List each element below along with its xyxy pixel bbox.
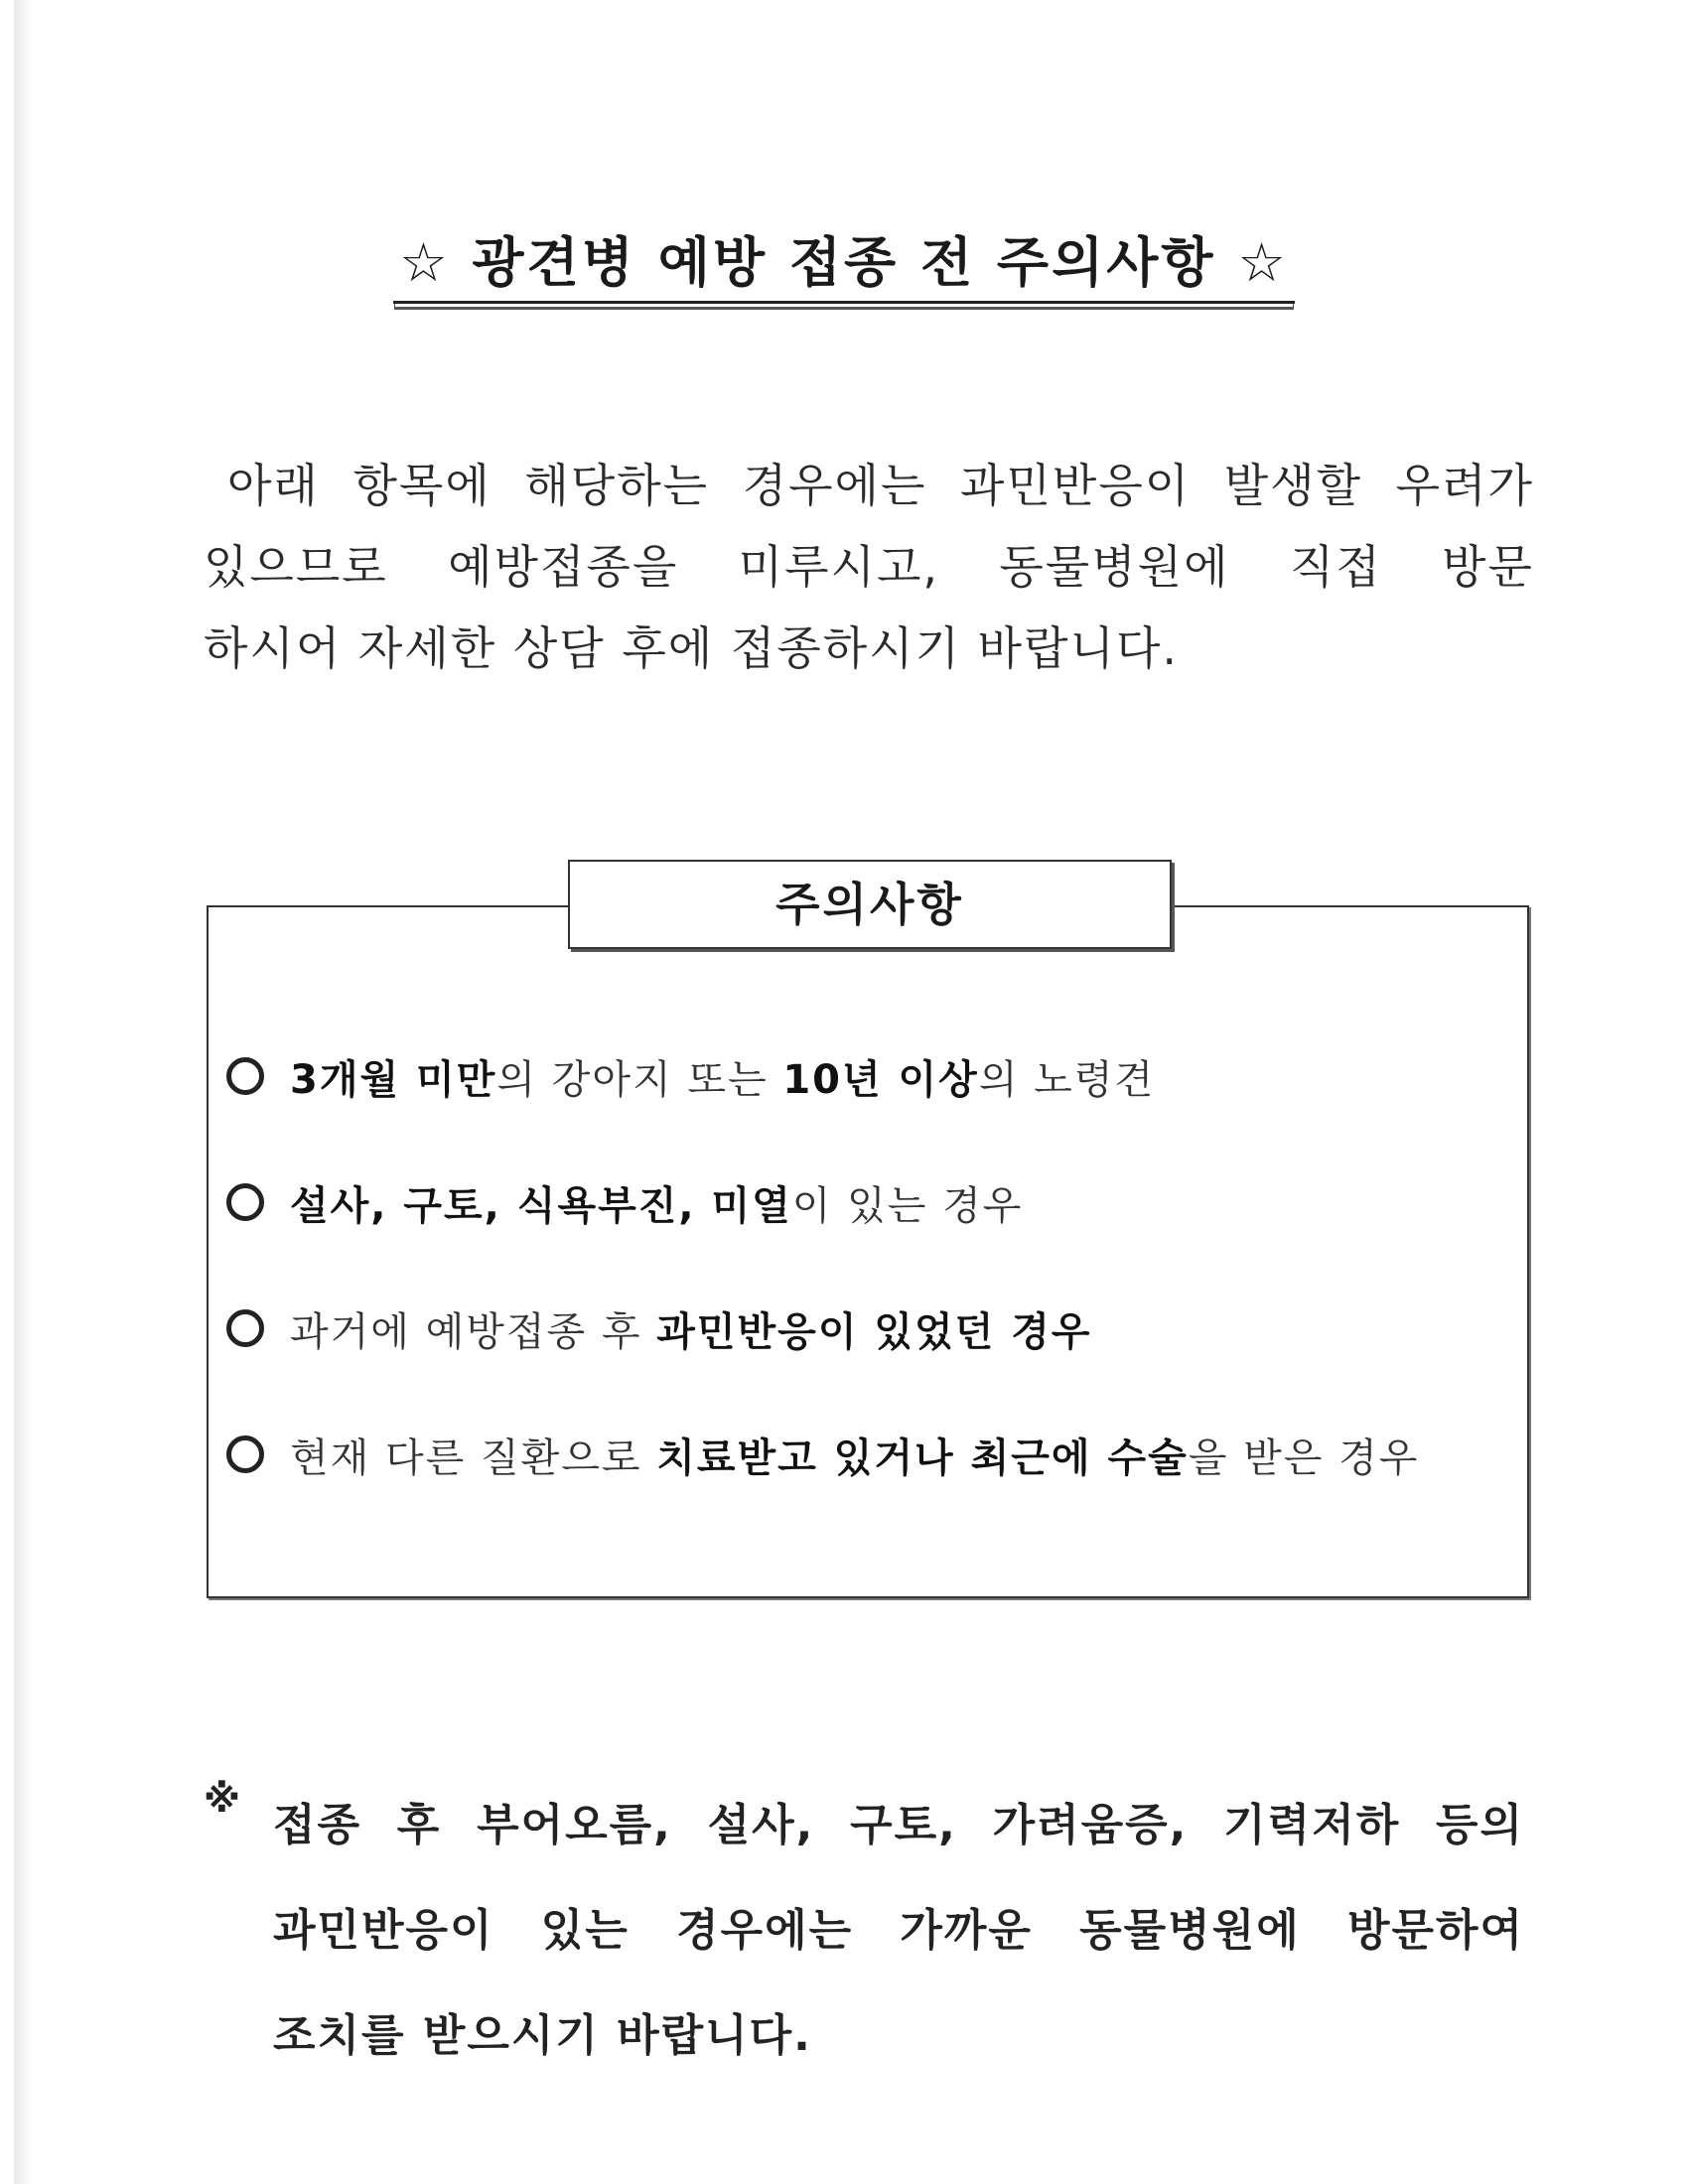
caution-item-1 — [226, 1044, 1517, 1108]
caution-item-emphasis: 10년 이상 — [782, 1056, 979, 1103]
caution-item-text — [290, 1174, 1023, 1231]
caution-item-text — [290, 1300, 1092, 1357]
caution-item-4 — [226, 1423, 1517, 1486]
caution-item-segment: 현재 다른 질환으로 — [290, 1434, 657, 1481]
caution-item-emphasis: 과민반응이 있었던 경우 — [656, 1308, 1092, 1355]
caution-item-3 — [226, 1297, 1517, 1360]
circle-bullet-icon — [226, 1435, 264, 1473]
scan-edge — [14, 0, 32, 2184]
caution-item-2 — [226, 1170, 1517, 1234]
note-line-1: 접종 후 부어오름, 설사, 구토, 가려움증, 기력저하 등의 — [273, 1800, 1524, 1850]
caution-item-segment: 이 있는 경우 — [791, 1182, 1024, 1229]
note-line-2: 과민반응이 있는 경우에는 가까운 동물병원에 방문하여 — [273, 1905, 1524, 1956]
note-line-3: 조치를 받으시기 바랍니다. — [273, 2010, 812, 2061]
caution-item-emphasis: 치료받고 있거나 최근에 수술 — [656, 1434, 1189, 1481]
intro-line-3: 하시어 자세한 상담 후에 접종하시기 바랍니다. — [204, 621, 1180, 675]
circle-bullet-icon — [226, 1057, 264, 1095]
circle-bullet-icon — [226, 1309, 264, 1347]
page-title-text: ☆ 광견병 예방 접종 전 주의사항 ☆ — [393, 220, 1295, 304]
reference-mark-icon: ※ — [204, 1777, 240, 1821]
caution-item-segment: 을 받은 경우 — [1188, 1434, 1420, 1481]
intro-paragraph — [204, 445, 1534, 689]
caution-list — [226, 1044, 1517, 1549]
caution-box-label: 주의사항 — [568, 860, 1172, 949]
caution-item-segment: 의 노령견 — [978, 1056, 1156, 1103]
after-vaccination-note — [204, 1773, 1524, 2089]
caution-item-segment: 의 강아지 또는 — [496, 1056, 783, 1103]
caution-item-emphasis: 3개월 미만 — [290, 1056, 497, 1103]
caution-item-segment: 과거에 예방접종 후 — [290, 1308, 657, 1355]
note-text — [273, 1773, 1524, 2089]
intro-line-1: 아래 항목에 해당하는 경우에는 과민반응이 발생할 우려가 — [227, 459, 1534, 512]
intro-line-2: 있으므로 예방접종을 미루시고, 동물병원에 직접 방문 — [204, 540, 1534, 594]
caution-item-emphasis: 설사, 구토, 식욕부진, 미열 — [290, 1182, 792, 1229]
caution-item-text — [290, 1427, 1419, 1483]
circle-bullet-icon — [226, 1183, 264, 1221]
caution-item-text — [290, 1048, 1155, 1105]
page-title — [0, 220, 1688, 304]
